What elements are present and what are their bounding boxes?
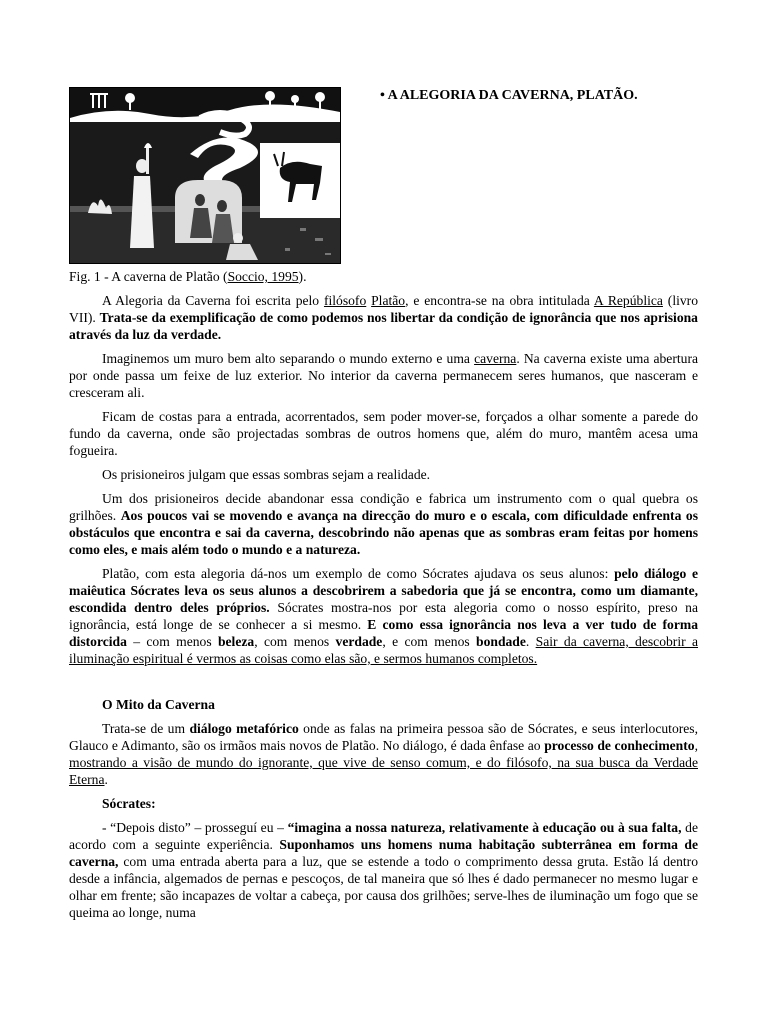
cave-allegory-illustration <box>69 87 341 264</box>
caption-text: Fig. 1 - A caverna de Platão ( <box>69 269 228 284</box>
document-title <box>380 88 638 104</box>
link-a-republica[interactable]: A República <box>593 293 663 308</box>
text-run: de acordo com a seguinte experiência. <box>69 820 698 852</box>
link-platao[interactable]: Platão <box>371 293 406 308</box>
bold-run: Aos poucos vai se movendo e avança na direcção do muro e o escala, com dificuldade enfrenta os obstáculos que encontra e sai da caverna, descobrindo não apenas que as sombras eram feitas por homens como eles, e mais além todo o mundo e a natureza. <box>69 508 698 557</box>
link-caverna[interactable]: caverna <box>474 351 517 366</box>
text-run: – com menos <box>126 634 218 649</box>
text-run: (livro VII). <box>69 293 699 325</box>
text-run: Os prisioneiros julgam que essas sombras sejam a realidade. <box>102 467 431 482</box>
paragraph-prisioneiros <box>69 466 698 483</box>
caption-text: ). <box>298 269 307 284</box>
bold-run: E como essa ignorância nos leva a ver tudo de forma distorcida <box>69 617 698 649</box>
bold-run: beleza <box>217 634 255 649</box>
bold-run: Trata-se da exemplificação de como podemos nos libertar da condição de ignorância que nos aprisiona através da luz da verdade. <box>69 310 698 342</box>
text-run: Imaginemos um muro bem alto separando o mundo externo e uma <box>102 351 475 366</box>
bold-run: diálogo metafórico <box>189 721 299 736</box>
underlined-run: Sair da caverna, descobrir a iluminação espiritual é vermos as coisas como elas são, e sermos humanos completos. <box>69 634 699 666</box>
text-run: , com menos <box>254 634 336 649</box>
figure-caption <box>69 268 698 285</box>
text-run: . <box>104 772 108 787</box>
text-run: . Na caverna existe uma abertura por onde passa um feixe de luz exterior. No interior da caverna permanecem seres humanos, que nasceram e cresceram ali. <box>69 351 699 400</box>
paragraph-muro <box>69 350 698 401</box>
paragraph-dialogo <box>69 720 698 788</box>
text-run: , e com menos <box>382 634 477 649</box>
bold-run: bondade <box>476 634 526 649</box>
section-heading: O Mito da Caverna <box>102 697 215 712</box>
bold-run: “imagina a nossa natureza, relativamente à educação ou à sua falta, <box>287 820 682 835</box>
paragraph-grilhoes <box>69 490 698 558</box>
text-run: Trata-se de um <box>102 721 190 736</box>
text-run: . <box>525 634 536 649</box>
text-run: - “Depois disto” – prosseguí eu – <box>102 820 288 835</box>
link-filosofo[interactable]: filósofo <box>323 293 367 308</box>
cave-illustration-svg <box>70 88 340 263</box>
paragraph-dialogue-start <box>69 819 698 921</box>
bullet-glyph: • <box>380 88 385 103</box>
title-text: A ALEGORIA DA CAVERNA, PLATÃO. <box>387 88 638 103</box>
bold-run: processo de conhecimento <box>544 738 695 753</box>
speaker-label: Sócrates: <box>102 796 156 811</box>
text-run: Ficam de costas para a entrada, acorrentados, sem poder mover-se, forçados a olhar somente a parede do fundo da caverna, onde são projectadas sombras de outros homens que, além do muro, mantêm acesa uma fogueira. <box>69 409 698 458</box>
document-body <box>69 268 698 928</box>
text-run: Um dos prisioneiros decide abandonar essa condição e fabrica um instrumento com o qual quebra os grilhões. <box>69 491 698 523</box>
bold-run: pelo diálogo e maiêutica Sócrates leva os seus alunos a descobrirem a sabedoria que já se encontra, como um diamante, escondida dentro deles próprios. <box>69 566 698 615</box>
section-spacer <box>69 674 698 696</box>
paragraph-costas <box>69 408 698 459</box>
text-run: , <box>694 738 698 753</box>
text-run: Sócrates mostra-nos por esta alegoria como o nosso espírito, preso na ignorância, está longe de se conhecer a si mesmo. <box>69 600 699 632</box>
text-run: , e encontra-se na obra intitulada <box>405 293 594 308</box>
paragraph-socrates <box>69 565 698 667</box>
bold-run: Suponhamos uns homens numa habitação subterrânea em forma de caverna, <box>69 837 698 869</box>
bold-run: verdade <box>335 634 383 649</box>
text-run: Platão, com esta alegoria dá-nos um exemplo de como Sócrates ajudava os seus alunos: <box>102 566 615 581</box>
paragraph-intro <box>69 292 698 343</box>
underlined-run: mostrando a visão de mundo do ignorante, que vive de senso comum, e do filósofo, na sua busca da Verdade Eterna <box>69 755 698 787</box>
caption-link[interactable]: Soccio, 1995 <box>227 269 299 284</box>
text-run: A Alegoria da Caverna foi escrita pelo <box>102 293 324 308</box>
text-run: onde as falas na primeira pessoa são de Sócrates, e seus interlocutores, Glauco e Adimanto, são os irmãos mais novos de Platão. No diálogo, é dada ênfase ao <box>69 721 698 753</box>
text-run: com uma entrada aberta para a luz, que se estende a todo o comprimento dessa gruta. Estão lá dentro desde a infância, algemados de pernas e pescoços, de tal maneira que só lhes é dado permanecer no mesmo lugar e olhar em frente; são incapazes de voltar a cabeça, por causa dos grilhões; serve-lhes de iluminação um fogo que se queima ao longe, numa <box>69 854 698 920</box>
